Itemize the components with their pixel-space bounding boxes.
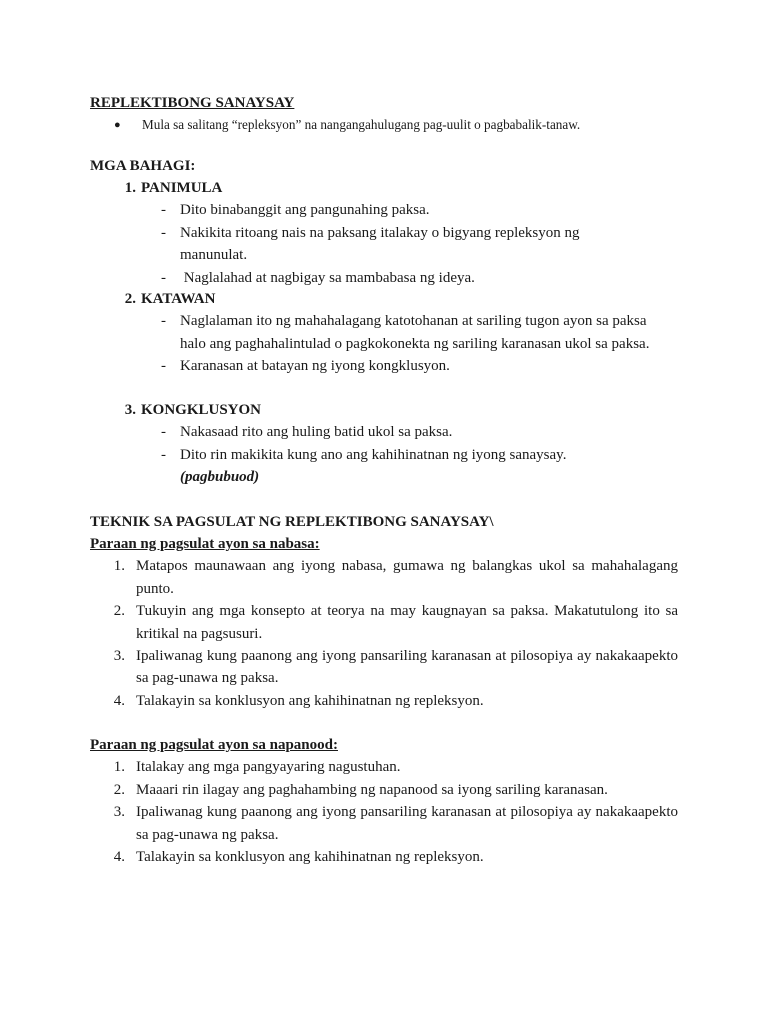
list-item: - Dito rin makikita kung ano ang kahihinatnan ng iyong sanaysay. [90,444,678,466]
list-item: 1. Matapos maunawaan ang iyong nabasa, gumawa ng balangkas ukol sa mahahalagang punto. [90,555,678,600]
list-item-text: Matapos maunawaan ang iyong nabasa, gumawa ng balangkas ukol sa mahahalagang punto. [136,558,678,597]
part-katawan [90,288,678,378]
part-heading [90,288,678,310]
list-item: - Nakikita ritoang nais na paksang italakay o bigyang repleksyon ng manunulat. [90,222,678,267]
list-item-text: Talakayin sa konklusyon ang kahihinatnan ng repleksyon. [136,849,484,866]
list-item-text: Tukuyin ang mga konsepto at teorya na may kaugnayan sa paksa. Makatutulong ito sa kritikal na pagsusuri. [136,603,678,642]
technique-heading: TEKNIK SA PAGSULAT NG REPLEKTIBONG SANAYSAY\ [90,514,494,530]
section-heading: Paraan ng pagsulat ayon sa napanood: [90,737,338,753]
part-number: 1. [124,180,136,196]
part-label: PANIMULA [141,180,223,196]
list-item-text: Karanasan at batayan ng iyong kongklusyon. [180,358,450,375]
intro-bullet-text: Mula sa salitang “repleksyon” na nangangahulugang pag-uulit o pagbabalik-tanaw. [142,117,581,132]
list-item-text: Italakay ang mga pangyayaring nagustuhan. [136,759,401,776]
list-item-text: Naglalaman ito ng mahahalagang katotohanan at sariling tugon ayon sa paksa halo ang paghahalintulad o pagkokonekta ng sariling karanasan ukol sa paksa. [180,313,650,352]
section-heading: Paraan ng pagsulat ayon sa nabasa: [90,536,320,552]
list-item-text: Talakayin sa konklusyon ang kahihinatnan ng repleksyon. [136,692,484,709]
part-heading [90,399,678,421]
list-item: 4. Talakayin sa konklusyon ang kahihinatnan ng repleksyon. [90,690,678,712]
document-title: REPLEKTIBONG SANAYSAY [90,95,295,111]
bullet-icon: ● [114,119,121,131]
part-label: KONGKLUSYON [141,402,262,418]
list-item: 1. Italakay ang mga pangyayaring nagustuhan. [90,756,678,778]
parts-heading: MGA BAHAGI: [90,158,196,174]
list-item-text: Dito rin makikita kung ano ang kahihinatnan ng iyong sanaysay. [180,446,567,463]
read-section [90,533,678,712]
intro-bullet [90,114,678,136]
list-item: 2. Tukuyin ang mga konsepto at teorya na may kaugnayan sa paksa. Makatutulong ito sa kritikal na pagsusuri. [90,600,678,645]
watched-section [90,734,678,868]
list-item-text: Nakasaad rito ang huling batid ukol sa paksa. [180,424,453,441]
list-item: - Naglalahad at nagbigay sa mambabasa ng ideya. [90,267,678,289]
list-item: 2. Maaari rin ilagay ang paghahambing ng napanood sa iyong sariling karanasan. [90,779,678,801]
list-item-text: Maaari rin ilagay ang paghahambing ng napanood sa iyong sariling karanasan. [136,781,608,798]
list-item-text: Ipaliwanag kung paanong ang iyong pansariling karanasan at pilosopiya ay nakakaapekto sa pag-unawa ng paksa. [136,648,678,687]
part-kongklusyon [90,399,678,489]
list-item-text: Naglalahad at nagbigay sa mambabasa ng ideya. [180,269,475,286]
list-item: 3. Ipaliwanag kung paanong ang iyong pansariling karanasan at pilosopiya ay nakakaapekto sa pag-unawa ng paksa. [90,645,678,690]
part-label: KATAWAN [141,291,216,307]
list-item-text: Nakikita ritoang nais na paksang italakay o bigyang repleksyon ng manunulat. [180,224,580,264]
list-item: - Naglalaman ito ng mahahalagang katotohanan at sariling tugon ayon sa paksa halo ang paghahalintulad o pagkokonekta ng sariling karanasan ukol sa paksa. [90,310,678,355]
part-number: 2. [124,291,136,307]
list-item: 3. Ipaliwanag kung paanong ang iyong pansariling karanasan at pilosopiya ay nakakaapekto sa pag-unawa ng paksa. [90,801,678,846]
list-item: - Dito binabanggit ang pangunahing paksa. [90,199,678,221]
list-item-text: Ipaliwanag kung paanong ang iyong pansariling karanasan at pilosopiya ay nakakaapekto sa pag-unawa ng paksa. [136,804,678,843]
list-item [90,466,678,488]
summary-note: (pagbubuod) [180,469,260,486]
list-item: - Nakasaad rito ang huling batid ukol sa paksa. [90,421,678,443]
part-number: 3. [124,402,136,418]
part-heading [90,177,678,199]
part-panimula [90,177,678,289]
list-item: - Karanasan at batayan ng iyong kongklusyon. [90,355,678,377]
list-item-text: Dito binabanggit ang pangunahing paksa. [180,202,430,219]
list-item: 4. Talakayin sa konklusyon ang kahihinatnan ng repleksyon. [90,846,678,868]
